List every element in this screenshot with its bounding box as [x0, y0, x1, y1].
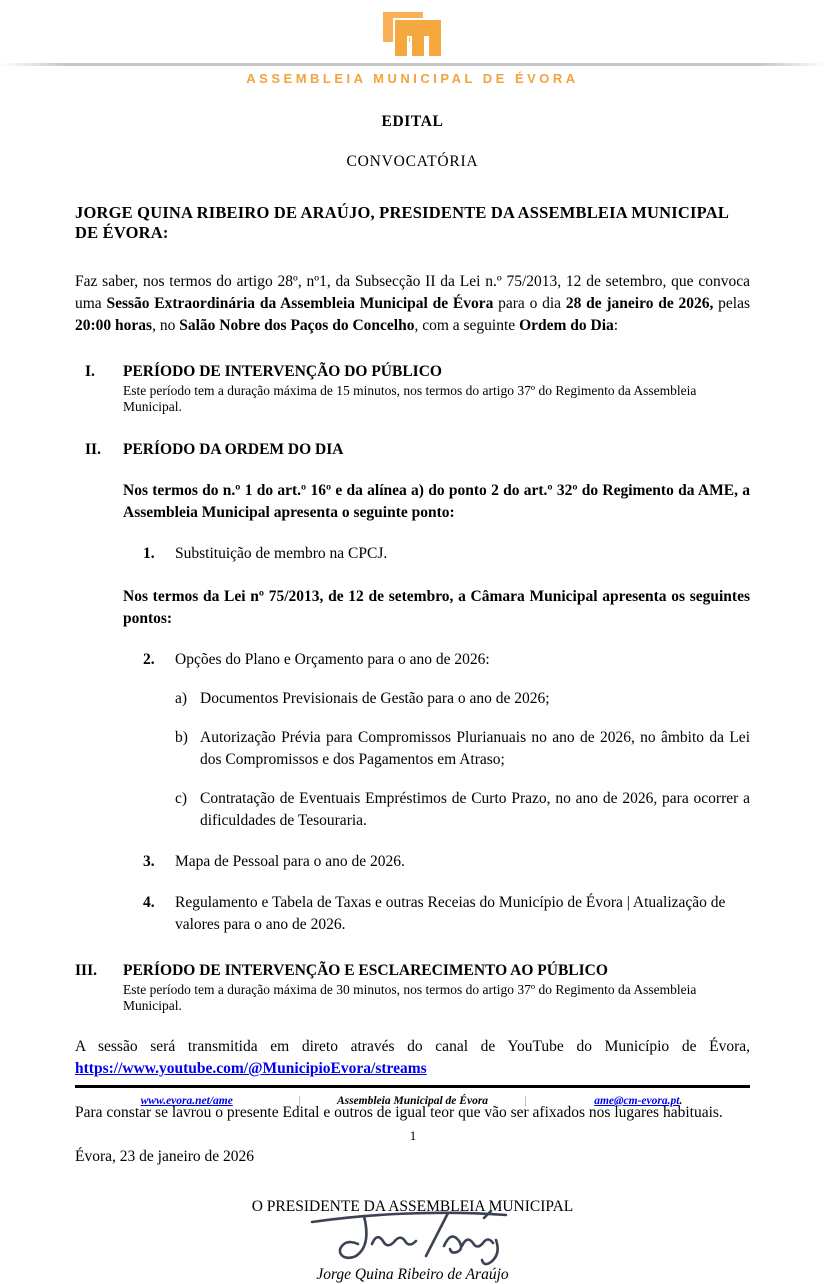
signature-block — [75, 1198, 750, 1284]
agenda-item-3 — [143, 851, 750, 873]
footer-website-link[interactable]: www.evora.net/ame — [140, 1095, 233, 1107]
footer-website-cell — [75, 1095, 301, 1107]
agenda-item-2-marker: 2. — [143, 651, 155, 668]
document-title: EDITAL — [381, 113, 444, 130]
agenda-item-1 — [143, 543, 750, 565]
footer-email-suffix: . — [679, 1095, 683, 1107]
header — [75, 12, 750, 86]
broadcast-text: A sessão será transmitida em direto através do canal de YouTube do Município de Évora, — [75, 1038, 750, 1055]
dateline: Évora, 23 de janeiro de 2026 — [75, 1148, 255, 1165]
section-i-title: PERÍODO DE INTERVENÇÃO DO PÚBLICO — [123, 363, 442, 380]
section-ii-lead-1: Nos termos do n.º 1 do art.º 16º e da alínea a) do ponto 2 do art.º 32º do Regimento da AME, a Assembleia Municipal apresenta o seguinte ponto: — [123, 482, 750, 521]
section-iii-number: III. — [75, 962, 97, 979]
section-ii-title: PERÍODO DA ORDEM DO DIA — [123, 441, 344, 458]
agenda-item-2c-text: Contratação de Eventuais Empréstimos de Curto Prazo, no ano de 2026, para ocorrer a dificuldades de Tesouraria. — [200, 790, 750, 829]
section-i — [75, 362, 750, 415]
broadcast-paragraph — [75, 1036, 750, 1080]
footer-org-name: Assembleia Municipal de Évora — [336, 1095, 489, 1107]
agenda-item-1-marker: 1. — [143, 545, 155, 562]
signatory-title: O PRESIDENTE DA ASSEMBLEIA MUNICIPAL — [251, 1198, 574, 1215]
footer-separator-1: | — [298, 1095, 301, 1107]
record-statement: Para constar se lavrou o presente Edital e outros de igual teor que vão ser afixados nos lugares habituais. — [75, 1104, 723, 1121]
page-number: 1 — [409, 1128, 417, 1143]
section-ii-number: II. — [85, 441, 101, 458]
agenda-item-2a — [175, 688, 750, 710]
section-i-number: I. — [85, 363, 95, 380]
issuer-line: JORGE QUINA RIBEIRO DE ARAÚJO, PRESIDENTE DA ASSEMBLEIA MUNICIPAL DE ÉVORA: — [75, 203, 729, 242]
agenda-item-2-text: Opções do Plano e Orçamento para o ano de 2026: — [175, 651, 490, 668]
agenda-item-2a-text: Documentos Previsionais de Gestão para o ano de 2026; — [200, 690, 550, 707]
org-wordmark: ASSEMBLEIA MUNICIPAL DE ÉVORA — [246, 71, 579, 86]
agenda-item-2b — [175, 727, 750, 771]
agenda-item-2 — [143, 649, 750, 671]
page-footer — [75, 1085, 750, 1107]
header-divider-line — [0, 63, 826, 66]
footer-email-cell — [527, 1095, 750, 1107]
intro-paragraph: Faz saber, nos termos do artigo 28º, nº1, da Subsecção II da Lei n.º 75/2013, 12 de setembro, que convoca uma Sessão Extraordinária da Assembleia Municipal de Évora para o dia 28 de janeiro de 2026, pelas 20:00 horas, no Salão Nobre dos Paços do Concelho, com a seguinte Ordem do Dia: — [75, 273, 750, 334]
signatory-name: Jorge Quina Ribeiro de Araújo — [316, 1266, 509, 1283]
section-ii — [75, 440, 750, 936]
agenda-item-4-marker: 4. — [143, 894, 155, 911]
agenda-item-2a-marker: a) — [175, 690, 188, 707]
agenda-item-1-text: Substituição de membro na CPCJ. — [175, 545, 388, 562]
document-subtitle: CONVOCATÓRIA — [346, 153, 479, 170]
footer-separator-2: | — [524, 1095, 527, 1107]
agenda-item-3-marker: 3. — [143, 853, 155, 870]
agenda-item-3-text: Mapa de Pessoal para o ano de 2026. — [175, 853, 405, 870]
section-iii-title: PERÍODO DE INTERVENÇÃO E ESCLARECIMENTO AO PÚBLICO — [123, 962, 608, 979]
section-i-note: Este período tem a duração máxima de 15 minutos, nos termos do artigo 37º do Regimento da Assembleia Municipal. — [123, 383, 697, 414]
footer-email-link[interactable]: ame@cm-evora.pt — [594, 1095, 680, 1107]
youtube-stream-link[interactable]: https://www.youtube.com/@MunicipioEvora/streams — [75, 1060, 427, 1077]
section-iii-note: Este período tem a duração máxima de 30 minutos, nos termos do artigo 37º do Regimento da Assembleia Municipal. — [123, 982, 697, 1013]
agenda-item-2c-marker: c) — [175, 790, 188, 807]
agenda-item-4-text: Regulamento e Tabela de Taxas e outras Receias do Município de Évora | Atualização de valores para o ano de 2026. — [175, 894, 726, 933]
agenda-item-2b-text: Autorização Prévia para Compromissos Plurianuais no ano de 2026, no âmbito da Lei dos Compromissos e dos Pagamentos em Atraso; — [200, 729, 750, 768]
section-ii-lead-2: Nos termos da Lei nº 75/2013, de 12 de setembro, a Câmara Municipal apresenta os seguintes pontos: — [123, 588, 750, 627]
agenda-item-4 — [143, 892, 750, 936]
agenda-item-2b-marker: b) — [175, 729, 188, 746]
agenda-item-2c — [175, 788, 750, 832]
assembleia-evora-logo-icon — [381, 12, 445, 58]
section-iii — [75, 961, 750, 1014]
